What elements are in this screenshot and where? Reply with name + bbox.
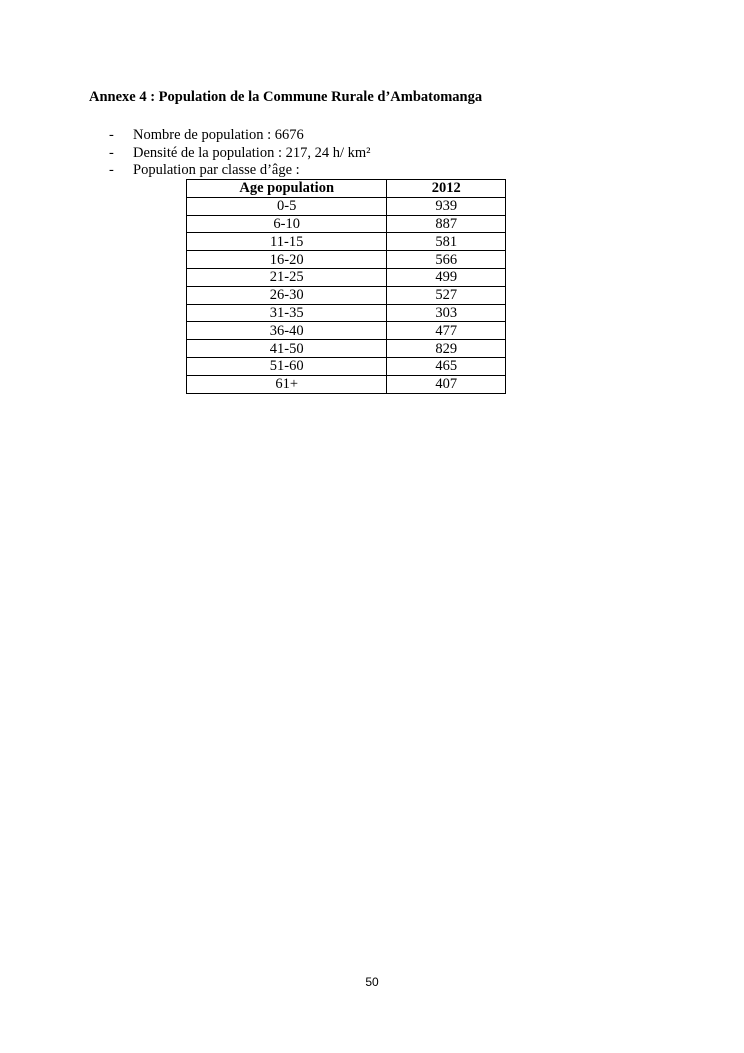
table-row [187,268,506,286]
info-list [109,127,371,180]
value-cell: 581 [387,233,506,251]
list-item [109,162,371,180]
bullet-marker: - [109,127,114,143]
age-cell: 6-10 [187,215,387,233]
table-header-row [187,180,506,198]
age-cell: 26-30 [187,286,387,304]
value-cell: 829 [387,340,506,358]
age-population-table [186,179,506,394]
bullet-marker: - [109,162,114,178]
value-cell: 939 [387,197,506,215]
header-age-population: Age population [187,180,387,198]
header-2012: 2012 [387,180,506,198]
page-title: Annexe 4 : Population de la Commune Rurale d’Ambatomanga [89,89,483,105]
age-cell: 41-50 [187,340,387,358]
population-density: Densité de la population : 217, 24 h/ km² [133,144,371,161]
age-cell: 16-20 [187,251,387,269]
table-row [187,375,506,393]
value-cell: 407 [387,375,506,393]
table-row [187,251,506,269]
value-cell: 887 [387,215,506,233]
list-item [109,127,371,145]
table-row [187,322,506,340]
age-class-label: Population par classe d’âge : [133,162,300,178]
value-cell: 465 [387,357,506,375]
age-cell: 31-35 [187,304,387,322]
value-cell: 303 [387,304,506,322]
age-cell: 11-15 [187,233,387,251]
table-row [187,340,506,358]
page-number: 50 [365,975,379,989]
age-cell: 0-5 [187,197,387,215]
population-count: Nombre de population : 6676 [133,127,304,143]
table-row [187,304,506,322]
age-cell: 51-60 [187,357,387,375]
value-cell: 527 [387,286,506,304]
table-row [187,215,506,233]
bullet-marker: - [109,144,114,161]
table-row [187,233,506,251]
value-cell: 499 [387,268,506,286]
age-cell: 36-40 [187,322,387,340]
value-cell: 566 [387,251,506,269]
age-cell: 21-25 [187,268,387,286]
list-item [109,145,371,163]
table-row [187,357,506,375]
value-cell: 477 [387,322,506,340]
table-row [187,197,506,215]
table-row [187,286,506,304]
age-cell: 61+ [187,375,387,393]
